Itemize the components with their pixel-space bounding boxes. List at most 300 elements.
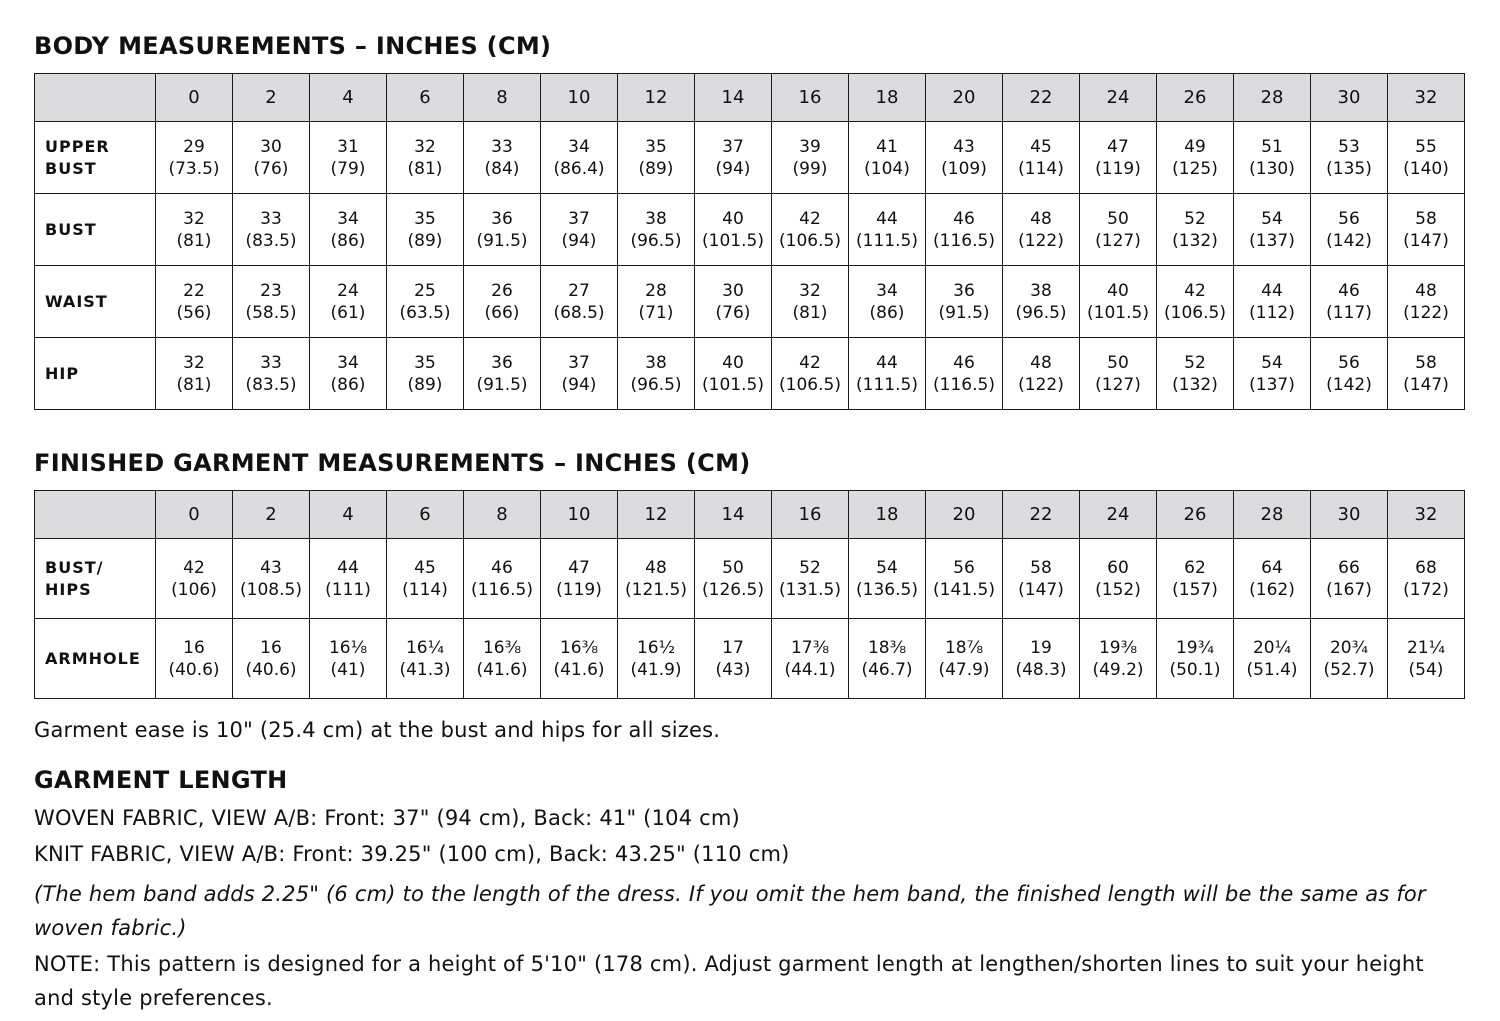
inches-value: 45 (1030, 136, 1052, 157)
row-label: BUST/ HIPS (35, 539, 156, 619)
cm-value: (94) (561, 230, 597, 251)
measurement-cell (618, 194, 695, 266)
cm-value: (71) (638, 302, 674, 323)
size-header-cell: 2 (233, 74, 310, 122)
measurement-cell (1311, 338, 1388, 410)
cm-value: (56) (176, 302, 212, 323)
measurement-cell (1311, 539, 1388, 619)
inches-value: 34 (568, 136, 590, 157)
inches-value: 37 (568, 352, 590, 373)
cm-value: (109) (941, 158, 987, 179)
garment-measurements-table (34, 490, 1465, 699)
cm-value: (114) (402, 579, 448, 600)
cm-value: (147) (1403, 230, 1449, 251)
cm-value: (49.2) (1092, 659, 1144, 680)
cm-value: (40.6) (168, 659, 220, 680)
size-header-cell: 30 (1311, 491, 1388, 539)
inches-value: 46 (953, 352, 975, 373)
inches-value: 50 (1107, 208, 1129, 229)
measurement-cell (695, 338, 772, 410)
cm-value: (81) (407, 158, 443, 179)
inches-value: 20¼ (1252, 637, 1292, 658)
cm-value: (125) (1172, 158, 1218, 179)
cm-value: (132) (1172, 230, 1218, 251)
cm-value: (104) (864, 158, 910, 179)
inches-value: 37 (568, 208, 590, 229)
inches-value: 38 (1030, 280, 1052, 301)
inches-value: 31 (337, 136, 359, 157)
measurement-cell (849, 122, 926, 194)
inches-value: 35 (414, 208, 436, 229)
size-header-cell: 2 (233, 491, 310, 539)
cm-value: (130) (1249, 158, 1295, 179)
inches-value: 27 (568, 280, 590, 301)
size-header-cell: 12 (618, 74, 695, 122)
cm-value: (52.7) (1323, 659, 1375, 680)
inches-value: 49 (1184, 136, 1206, 157)
inches-value: 17⅜ (790, 637, 830, 658)
inches-value: 56 (1338, 208, 1360, 229)
cm-value: (116.5) (471, 579, 533, 600)
cm-value: (106.5) (1164, 302, 1226, 323)
cm-value: (41.9) (630, 659, 682, 680)
inches-value: 34 (337, 208, 359, 229)
cm-value: (117) (1326, 302, 1372, 323)
cm-value: (147) (1018, 579, 1064, 600)
size-header-cell: 18 (849, 74, 926, 122)
size-header-cell: 10 (541, 74, 618, 122)
measurement-cell (695, 539, 772, 619)
cm-value: (76) (715, 302, 751, 323)
cm-value: (81) (792, 302, 828, 323)
measurement-cell (233, 194, 310, 266)
cm-value: (91.5) (476, 230, 528, 251)
cm-value: (172) (1403, 579, 1449, 600)
size-header-cell: 22 (1003, 491, 1080, 539)
measurement-cell (387, 338, 464, 410)
measurement-cell (618, 122, 695, 194)
inches-value: 44 (876, 352, 898, 373)
inches-value: 39 (799, 136, 821, 157)
inches-value: 18⅞ (944, 637, 984, 658)
cm-value: (94) (715, 158, 751, 179)
cm-value: (81) (176, 230, 212, 251)
measurement-cell (618, 338, 695, 410)
measurement-cell (1003, 266, 1080, 338)
measurement-cell (541, 619, 618, 699)
row-label: UPPER BUST (35, 122, 156, 194)
measurement-cell (233, 122, 310, 194)
row-label: WAIST (35, 266, 156, 338)
cm-value: (51.4) (1246, 659, 1298, 680)
size-header-cell: 6 (387, 74, 464, 122)
cm-value: (147) (1403, 374, 1449, 395)
inches-value: 54 (876, 557, 898, 578)
cm-value: (142) (1326, 374, 1372, 395)
cm-value: (167) (1326, 579, 1372, 600)
inches-value: 36 (491, 208, 513, 229)
cm-value: (41.6) (553, 659, 605, 680)
cm-value: (111.5) (856, 374, 918, 395)
inches-value: 19¾ (1175, 637, 1215, 658)
row-label: ARMHOLE (35, 619, 156, 699)
inches-value: 16⅜ (559, 637, 599, 658)
ease-note: Garment ease is 10" (25.4 cm) at the bust and hips for all sizes. (34, 718, 721, 742)
measurement-cell (772, 539, 849, 619)
cm-value: (106) (171, 579, 217, 600)
measurement-cell (1157, 539, 1234, 619)
row-label: HIP (35, 338, 156, 410)
size-header-cell: 0 (156, 491, 233, 539)
measurement-cell (1311, 122, 1388, 194)
cm-value: (86.4) (553, 158, 605, 179)
inches-value: 58 (1030, 557, 1052, 578)
cm-value: (162) (1249, 579, 1295, 600)
inches-value: 18⅜ (867, 637, 907, 658)
measurement-cell (772, 338, 849, 410)
cm-value: (79) (330, 158, 366, 179)
measurement-cell (464, 338, 541, 410)
inches-value: 45 (414, 557, 436, 578)
measurement-cell (1003, 194, 1080, 266)
inches-value: 48 (1030, 208, 1052, 229)
cm-value: (76) (253, 158, 289, 179)
inches-value: 24 (337, 280, 359, 301)
cm-value: (94) (561, 374, 597, 395)
inches-value: 16 (260, 637, 282, 658)
inches-value: 62 (1184, 557, 1206, 578)
measurement-cell (387, 619, 464, 699)
inches-value: 44 (876, 208, 898, 229)
cm-value: (91.5) (476, 374, 528, 395)
measurement-cell (926, 619, 1003, 699)
measurement-cell (156, 122, 233, 194)
measurement-cell (233, 539, 310, 619)
table-row (35, 338, 1465, 410)
cm-value: (40.6) (245, 659, 297, 680)
cm-value: (122) (1018, 374, 1064, 395)
measurement-cell (1157, 194, 1234, 266)
cm-value: (122) (1403, 302, 1449, 323)
cm-value: (96.5) (630, 230, 682, 251)
cm-value: (73.5) (168, 158, 220, 179)
inches-value: 54 (1261, 208, 1283, 229)
size-header-cell: 0 (156, 74, 233, 122)
cm-value: (83.5) (245, 230, 297, 251)
inches-value: 33 (260, 352, 282, 373)
inches-value: 42 (799, 208, 821, 229)
measurement-cell (1234, 266, 1311, 338)
inches-value: 42 (183, 557, 205, 578)
inches-value: 32 (414, 136, 436, 157)
inches-value: 16⅜ (482, 637, 522, 658)
cm-value: (89) (638, 158, 674, 179)
cm-value: (126.5) (702, 579, 764, 600)
measurement-cell (464, 122, 541, 194)
measurement-cell (1234, 194, 1311, 266)
cm-value: (157) (1172, 579, 1218, 600)
measurement-cell (156, 619, 233, 699)
hem-band-note: (The hem band adds 2.25" (6 cm) to the length of the dress. If you omit the hem band, the finished length will be the same as for woven fabric.) (34, 882, 1426, 940)
cm-value: (44.1) (784, 659, 836, 680)
size-header-cell: 32 (1388, 491, 1465, 539)
measurement-cell (1234, 539, 1311, 619)
inches-value: 37 (722, 136, 744, 157)
measurement-cell (926, 266, 1003, 338)
inches-value: 28 (645, 280, 667, 301)
measurement-cell (849, 539, 926, 619)
measurement-cell (926, 539, 1003, 619)
woven-length-text: WOVEN FABRIC, VIEW A/B: Front: 37" (94 cm), Back: 41" (104 cm) (34, 806, 740, 830)
cm-value: (140) (1403, 158, 1449, 179)
measurement-cell (1080, 539, 1157, 619)
cm-value: (119) (1095, 158, 1141, 179)
inches-value: 47 (568, 557, 590, 578)
measurement-cell (849, 619, 926, 699)
cm-value: (41.6) (476, 659, 528, 680)
inches-value: 42 (1184, 280, 1206, 301)
size-header-cell: 16 (772, 74, 849, 122)
inches-value: 30 (722, 280, 744, 301)
table-row (35, 122, 1465, 194)
inches-value: 50 (1107, 352, 1129, 373)
inches-value: 17 (722, 637, 744, 658)
measurement-cell (1311, 266, 1388, 338)
measurement-cell (772, 266, 849, 338)
inches-value: 29 (183, 136, 205, 157)
cm-value: (121.5) (625, 579, 687, 600)
measurement-cell (772, 619, 849, 699)
measurement-cell (1388, 338, 1465, 410)
measurement-cell (695, 266, 772, 338)
cm-value: (108.5) (240, 579, 302, 600)
inches-value: 48 (1030, 352, 1052, 373)
cm-value: (132) (1172, 374, 1218, 395)
inches-value: 64 (1261, 557, 1283, 578)
measurement-cell (1003, 338, 1080, 410)
measurement-cell (772, 194, 849, 266)
measurement-cell (1080, 266, 1157, 338)
inches-value: 38 (645, 208, 667, 229)
inches-value: 46 (953, 208, 975, 229)
inches-value: 26 (491, 280, 513, 301)
inches-value: 16¼ (405, 637, 445, 658)
inches-value: 22 (183, 280, 205, 301)
measurement-cell (1388, 194, 1465, 266)
inches-value: 41 (876, 136, 898, 157)
measurement-cell (233, 338, 310, 410)
inches-value: 68 (1415, 557, 1437, 578)
size-header-cell: 20 (926, 491, 1003, 539)
cm-value: (137) (1249, 374, 1295, 395)
measurement-cell (1388, 539, 1465, 619)
cm-value: (54) (1408, 659, 1444, 680)
cm-value: (86) (869, 302, 905, 323)
cm-value: (131.5) (779, 579, 841, 600)
inches-value: 23 (260, 280, 282, 301)
measurement-cell (695, 194, 772, 266)
inches-value: 40 (1107, 280, 1129, 301)
measurement-cell (464, 266, 541, 338)
measurement-cell (1388, 266, 1465, 338)
cm-value: (127) (1095, 374, 1141, 395)
size-header-cell: 32 (1388, 74, 1465, 122)
size-header-cell: 16 (772, 491, 849, 539)
inches-value: 36 (491, 352, 513, 373)
cm-value: (61) (330, 302, 366, 323)
inches-value: 16⅛ (328, 637, 368, 658)
size-header-cell: 28 (1234, 74, 1311, 122)
height-note: NOTE: This pattern is designed for a height of 5'10" (178 cm). Adjust garment length at lengthen/shorten lines to suit your height and style preferences. (34, 952, 1424, 1010)
inches-value: 52 (1184, 352, 1206, 373)
table-row (35, 194, 1465, 266)
measurement-cell (1080, 338, 1157, 410)
cm-value: (86) (330, 374, 366, 395)
inches-value: 34 (876, 280, 898, 301)
cm-value: (101.5) (702, 230, 764, 251)
measurement-cell (233, 266, 310, 338)
measurement-cell (1080, 194, 1157, 266)
inches-value: 21¼ (1406, 637, 1446, 658)
cm-value: (101.5) (1087, 302, 1149, 323)
inches-value: 34 (337, 352, 359, 373)
header-corner-cell (35, 491, 156, 539)
cm-value: (127) (1095, 230, 1141, 251)
measurement-cell (387, 539, 464, 619)
inches-value: 56 (1338, 352, 1360, 373)
measurement-cell (1080, 122, 1157, 194)
inches-value: 66 (1338, 557, 1360, 578)
size-header-cell: 28 (1234, 491, 1311, 539)
measurement-cell (849, 194, 926, 266)
cm-value: (96.5) (630, 374, 682, 395)
cm-value: (111) (325, 579, 371, 600)
cm-value: (84) (484, 158, 520, 179)
measurement-cell (618, 266, 695, 338)
cm-value: (106.5) (779, 374, 841, 395)
measurement-cell (541, 122, 618, 194)
measurement-cell (1311, 619, 1388, 699)
cm-value: (116.5) (933, 374, 995, 395)
size-header-cell: 24 (1080, 74, 1157, 122)
inches-value: 32 (183, 352, 205, 373)
inches-value: 52 (799, 557, 821, 578)
garment-length-heading: GARMENT LENGTH (34, 766, 288, 794)
inches-value: 47 (1107, 136, 1129, 157)
inches-value: 33 (260, 208, 282, 229)
inches-value: 40 (722, 352, 744, 373)
inches-value: 35 (645, 136, 667, 157)
header-corner-cell (35, 74, 156, 122)
inches-value: 20¾ (1329, 637, 1369, 658)
measurement-cell (156, 338, 233, 410)
inches-value: 46 (1338, 280, 1360, 301)
measurement-cell (772, 122, 849, 194)
size-header-row (35, 74, 1465, 122)
cm-value: (142) (1326, 230, 1372, 251)
measurement-cell (1157, 266, 1234, 338)
cm-value: (68.5) (553, 302, 605, 323)
inches-value: 35 (414, 352, 436, 373)
measurement-cell (1234, 619, 1311, 699)
size-header-cell: 10 (541, 491, 618, 539)
cm-value: (99) (792, 158, 828, 179)
measurement-cell (233, 619, 310, 699)
cm-value: (63.5) (399, 302, 451, 323)
cm-value: (96.5) (1015, 302, 1067, 323)
inches-value: 48 (1415, 280, 1437, 301)
measurement-cell (926, 122, 1003, 194)
measurement-cell (387, 266, 464, 338)
inches-value: 36 (953, 280, 975, 301)
measurement-cell (1080, 619, 1157, 699)
measurement-cell (849, 266, 926, 338)
measurement-cell (1388, 122, 1465, 194)
inches-value: 16½ (636, 637, 676, 658)
measurement-cell (618, 539, 695, 619)
inches-value: 44 (1261, 280, 1283, 301)
cm-value: (46.7) (861, 659, 913, 680)
row-label: BUST (35, 194, 156, 266)
measurement-cell (849, 338, 926, 410)
inches-value: 16 (183, 637, 205, 658)
measurement-cell (926, 338, 1003, 410)
inches-value: 60 (1107, 557, 1129, 578)
measurement-cell (464, 539, 541, 619)
measurement-cell (1157, 338, 1234, 410)
inches-value: 38 (645, 352, 667, 373)
table-row (35, 266, 1465, 338)
measurement-cell (541, 194, 618, 266)
measurement-cell (464, 194, 541, 266)
measurement-cell (1003, 539, 1080, 619)
measurement-cell (541, 338, 618, 410)
measurement-cell (695, 619, 772, 699)
measurement-cell (1311, 194, 1388, 266)
size-header-cell: 24 (1080, 491, 1157, 539)
measurement-cell (541, 266, 618, 338)
inches-value: 54 (1261, 352, 1283, 373)
size-header-cell: 4 (310, 74, 387, 122)
measurement-cell (310, 122, 387, 194)
cm-value: (41) (330, 659, 366, 680)
cm-value: (41.3) (399, 659, 451, 680)
size-header-cell: 22 (1003, 74, 1080, 122)
cm-value: (91.5) (938, 302, 990, 323)
inches-value: 55 (1415, 136, 1437, 157)
inches-value: 44 (337, 557, 359, 578)
measurement-cell (695, 122, 772, 194)
inches-value: 50 (722, 557, 744, 578)
cm-value: (50.1) (1169, 659, 1221, 680)
measurement-cell (387, 194, 464, 266)
inches-value: 19 (1030, 637, 1052, 658)
measurement-cell (310, 619, 387, 699)
size-header-cell: 8 (464, 491, 541, 539)
measurement-cell (310, 338, 387, 410)
measurement-cell (1388, 619, 1465, 699)
inches-value: 40 (722, 208, 744, 229)
cm-value: (101.5) (702, 374, 764, 395)
cm-value: (43) (715, 659, 751, 680)
inches-value: 51 (1261, 136, 1283, 157)
inches-value: 33 (491, 136, 513, 157)
cm-value: (83.5) (245, 374, 297, 395)
size-header-cell: 18 (849, 491, 926, 539)
cm-value: (86) (330, 230, 366, 251)
measurement-cell (310, 539, 387, 619)
inches-value: 43 (953, 136, 975, 157)
